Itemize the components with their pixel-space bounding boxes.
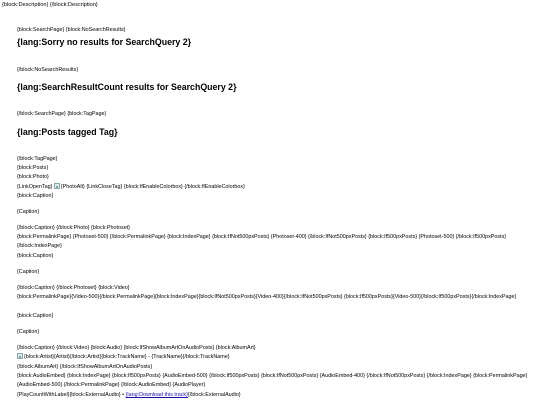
description-block: {block:Description} {/block:Description} (2, 2, 98, 8)
album-art-close: {/block:AlbumArt} {/block:IfShowAlbumArtOnAudioPosts} (17, 364, 153, 370)
album-art-alt-text: {block:Artist}{Artist}{/block:Artist}{block:TrackName} - {TrackName}{/block:TrackName} (24, 354, 230, 360)
broken-image-icon (17, 353, 23, 359)
posts-tagged-heading: {lang:Posts tagged Tag} (17, 127, 118, 137)
photo-alt-text: {PhotoAlt} (60, 184, 85, 190)
link-open-tag: {LinkOpenTag} (17, 184, 53, 190)
video-open: {/block:Caption} {/block:Photoset} {block:Video} (17, 285, 130, 291)
audio-embed: {block:AudioEmbed} {block:IndexPage} {block:If500pxPosts} {AudioEmbed-500} {/block:If500pxPosts} {block:IfNot500pxPosts} {AudioEmbed-400} {/block:IfNot500pxPosts} {/block:IndexPage} {block:PermalinkPage} {AudioEmbed-500} {/block:PermalinkPage} {/block:AudioEmbed} {AudioPlayer} (17, 373, 528, 388)
posts-open: {block:Posts} (17, 165, 49, 171)
tag-page-close: {/block:TagPage} (17, 156, 58, 162)
no-results-heading: {lang:Sorry no results for SearchQuery 2} (17, 37, 192, 47)
external-audio-close: {/block:ExternalAudio} (187, 392, 241, 398)
photo-open: {block:Photo} (17, 174, 49, 180)
play-count-line (17, 391, 241, 399)
caption-3: {Caption} (17, 329, 40, 335)
broken-image-icon (54, 183, 60, 189)
caption-2: {Caption} (17, 269, 40, 275)
video-embed: {block:PermalinkPage}{Video-500}{/block:PermalinkPage}{block:IndexPage}{block:IfNot500pxPosts}{Video-400}{/block:IfNot500pxPosts} {block:If500pxPosts}{Video-500}{/block:If500pxPosts}{/block:IndexPage} (17, 294, 517, 300)
tag-page-tags: {/block:SearchPage} {block:TagPage} (17, 111, 107, 117)
caption-1: {Caption} (17, 209, 40, 215)
play-count-label: {PlayCountWithLabel}{block:ExternalAudio} • (17, 392, 126, 398)
photoset-open: {/block:Caption} {/block:Photo} {block:Photoset} (17, 225, 130, 231)
caption-open-2: {block:Caption} (17, 253, 54, 259)
no-search-results-close-tag: {/block:NoSearchResults} (17, 67, 79, 73)
photoset-embed: {block:PermalinkPage} {Photoset-500} {/block:PermalinkPage} {block:IndexPage} {block:IfNot500pxPosts} {Photoset-400} {/block:IfNot500pxPosts} {block:If500pxPosts} {Photoset-500} {/block:If500pxPosts} {/block:IndexPage} (17, 234, 507, 249)
album-art-line (17, 353, 230, 361)
search-result-count-heading: {lang:SearchResultCount results for SearchQuery 2} (17, 82, 237, 92)
caption-open-3: {block:Caption} (17, 313, 54, 319)
audio-open: {/block:Caption} {/block:Video} {block:Audio} {block:IfShowAlbumArtOnAudioPosts} {block:AlbumArt} (17, 345, 256, 351)
photo-line (17, 183, 245, 191)
search-page-tags: {block:SearchPage} {block:NoSearchResults} (17, 27, 126, 33)
link-close-tag: {LinkCloseTag} {block:IfEnableColorbox} {/block:IfEnableColorbox} (86, 184, 245, 190)
caption-open-1: {block:Caption} (17, 193, 54, 199)
download-track-link[interactable]: {lang:Download this track} (125, 392, 188, 398)
